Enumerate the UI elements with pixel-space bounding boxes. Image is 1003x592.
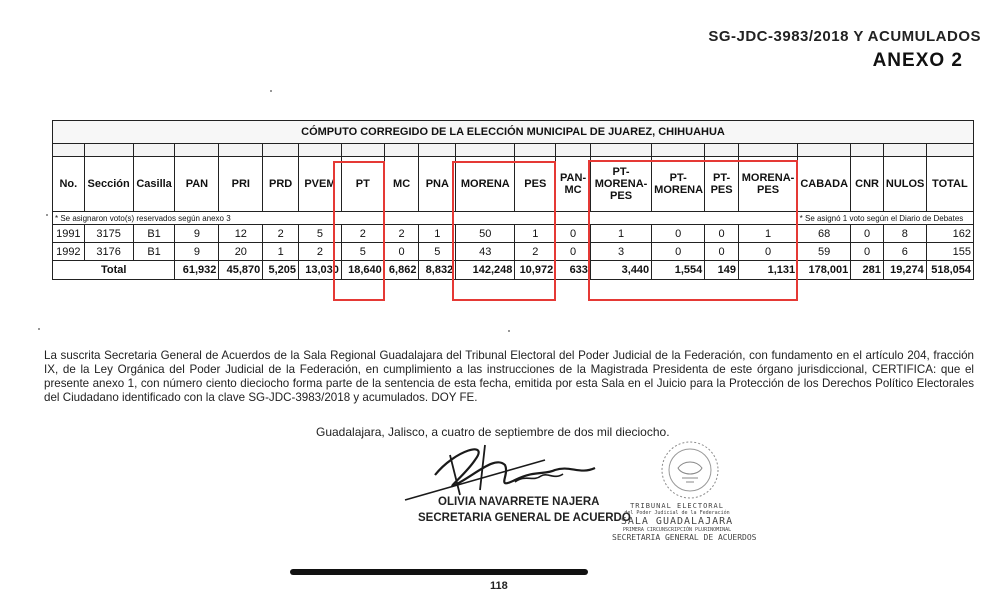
case-number: SG-JDC-3983/2018 Y ACUMULADOS [708,28,981,45]
note-row [53,212,974,225]
table-title: CÓMPUTO CORREGIDO DE LA ELECCIÓN MUNICIPAL DE JUAREZ, CHIHUAHUA [53,121,974,144]
results-table [52,120,974,280]
stamp-line-2: del Poder Judicial de la Federación [624,510,730,516]
table-cell: 5 [341,243,384,261]
total-row [53,261,974,280]
table-cell: 1991 [53,225,85,243]
page-number: 118 [490,580,508,592]
column-header: PRI [219,157,263,212]
stamp-line-3: SALA GUADALAJARA [620,516,734,527]
table-row [53,225,974,243]
total-cell: 5,205 [263,261,299,280]
table-cell: 20 [219,243,263,261]
speck [38,328,40,330]
stamp-line-5: SECRETARIA GENERAL DE ACUERDOS [612,533,757,542]
table-cell: 8 [883,225,926,243]
signatory-name: OLIVIA NAVARRETE NAJERA [438,496,600,508]
speck [508,330,510,332]
column-header: No. [53,157,85,212]
table-cell: 5 [298,225,341,243]
table-cell: 9 [175,243,219,261]
column-header: PT-MORENA [652,157,705,212]
column-header: MORENA-PES [738,157,797,212]
total-cell: 8,832 [419,261,456,280]
total-cell: 19,274 [883,261,926,280]
total-cell: 13,030 [298,261,341,280]
table-cell: 1 [263,243,299,261]
table-cell: 2 [515,243,556,261]
total-cell: 633 [556,261,591,280]
table-cell: 0 [556,225,591,243]
table-cell: 0 [705,225,739,243]
column-header: Casilla [133,157,175,212]
table-cell: 6 [883,243,926,261]
certification-text: La suscrita Secretaria General de Acuerdos de la Sala Regional Guadalajara del Tribunal Electoral del Poder Judicial de la Federación, con fundamento en el artículo 204, fracción IX, de la Ley Orgánica del Poder Judicial de la Federación, en cumplimiento a las instrucciones de la Magistrada Presidenta de este órgano jurisdiccional, CERTIFICA: que el presente anexo 1, con número ciento dieciocho forma parte de la sentencia de esta fecha, emitida por esta Sala en el Juicio para la Protección de los Derechos Político Electorales del Ciudadano identificado con la clave SG-JDC-3983/2018 y acumulados. DOY FE. [44,349,974,404]
column-header: PT-MORENA-PES [590,157,651,212]
total-cell: 10,972 [515,261,556,280]
total-cell: 1,131 [738,261,797,280]
column-header: Sección [84,157,133,212]
table-cell: 68 [798,225,851,243]
total-label: Total [53,261,175,280]
table-cell: 1 [419,225,456,243]
table-row [53,243,974,261]
table-cell: 0 [384,243,419,261]
table-cell: 3176 [84,243,133,261]
table-cell: 155 [926,243,973,261]
total-cell: 178,001 [798,261,851,280]
total-cell: 142,248 [456,261,515,280]
total-cell: 1,554 [652,261,705,280]
note-right: * Se asignó 1 voto según el Diario de Debates [798,212,974,225]
table-cell: 0 [652,225,705,243]
table-cell: 162 [926,225,973,243]
table-cell: 43 [456,243,515,261]
table-header [53,157,974,212]
column-header: MC [384,157,419,212]
table-cell: 59 [798,243,851,261]
column-header: PAN [175,157,219,212]
column-header: MORENA [456,157,515,212]
table-cell: 2 [341,225,384,243]
table-cell: 1 [515,225,556,243]
place-date: Guadalajara, Jalisco, a cuatro de septiembre de dos mil dieciocho. [316,425,670,439]
table-cell: 9 [175,225,219,243]
stamp-line-4: PRIMERA CIRCUNSCRIPCIÓN PLURINOMINAL [622,527,732,533]
column-header: PES [515,157,556,212]
total-cell: 45,870 [219,261,263,280]
table-cell: 1992 [53,243,85,261]
table-cell: 0 [652,243,705,261]
blank-row [53,144,974,157]
stamp-line-1: TRIBUNAL ELECTORAL [630,502,724,510]
table-cell: 3 [590,243,651,261]
table-cell: 0 [851,225,884,243]
signatory-title: SECRETARIA GENERAL DE ACUERDO [418,512,631,524]
table-cell: 5 [419,243,456,261]
total-cell: 61,932 [175,261,219,280]
table-cell: 1 [738,225,797,243]
column-header: PVEM [298,157,341,212]
table-cell: B1 [133,243,175,261]
total-cell: 6,862 [384,261,419,280]
column-header: PAN-MC [556,157,591,212]
total-cell: 3,440 [590,261,651,280]
speck [270,90,272,92]
table-cell: 12 [219,225,263,243]
table-cell: 0 [738,243,797,261]
column-header: PNA [419,157,456,212]
speck [46,214,48,216]
table-cell: 2 [263,225,299,243]
column-header: PRD [263,157,299,212]
court-stamp [612,502,757,542]
total-cell: 18,640 [341,261,384,280]
table-cell: 0 [556,243,591,261]
column-header: CABADA [798,157,851,212]
table-cell: B1 [133,225,175,243]
table-cell: 3175 [84,225,133,243]
home-indicator[interactable] [290,569,588,575]
column-header: NULOS [883,157,926,212]
table-cell: 0 [705,243,739,261]
total-cell: 149 [705,261,739,280]
total-cell: 518,054 [926,261,973,280]
table-cell: 50 [456,225,515,243]
total-cell: 281 [851,261,884,280]
table-cell: 2 [384,225,419,243]
table-cell: 0 [851,243,884,261]
table-cell: 2 [298,243,341,261]
column-header: PT [341,157,384,212]
table-cell: 1 [590,225,651,243]
column-header: CNR [851,157,884,212]
annex-title: ANEXO 2 [872,50,963,71]
note-left: * Se asignaron voto(s) reservados según anexo 3 [53,212,798,225]
column-header: TOTAL [926,157,973,212]
column-header: PT-PES [705,157,739,212]
